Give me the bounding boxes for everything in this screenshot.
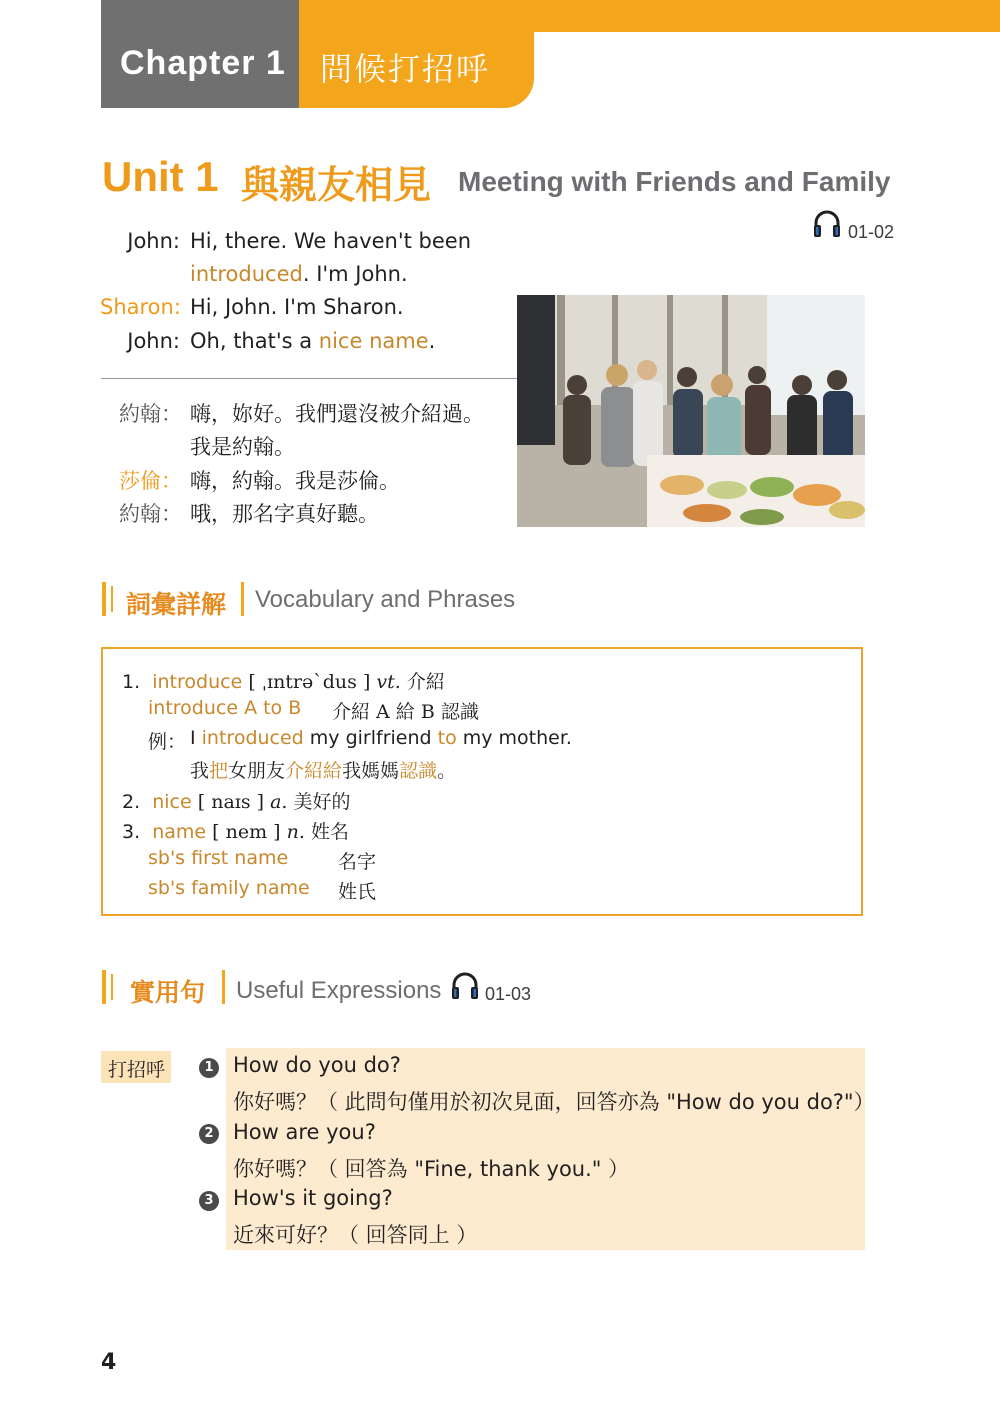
- vocab-entry: 3. name [ nem ] n. 姓名: [122, 821, 349, 843]
- vocab-phrase: introduce A to B: [148, 697, 302, 719]
- dialogue-line-zh: 嗨，約翰。我是莎倫。: [190, 469, 400, 493]
- example-label: 例：: [148, 731, 187, 753]
- expressions-section-title-en: Useful Expressions: [236, 977, 442, 1004]
- expressions-section-title-zh: 實用句: [130, 978, 206, 1007]
- example-sentence-zh: 我把女朋友介紹給我媽媽認識。: [190, 760, 457, 782]
- dialogue-line-zh: 哦，那名字真好聽。: [190, 502, 379, 526]
- unit-title-zh: 與親友相見: [241, 163, 432, 207]
- expression-en: How's it going?: [233, 1186, 393, 1210]
- chapter-label: Chapter 1: [120, 44, 286, 82]
- section-divider: [222, 970, 225, 1004]
- section-accent-bar: [111, 974, 113, 1000]
- number-badge: 1: [199, 1058, 219, 1078]
- expression-en: How do you do?: [233, 1053, 401, 1077]
- number-badge: 3: [199, 1191, 219, 1211]
- section-accent-bar: [102, 970, 106, 1004]
- vocab-phrase: sb's family name: [148, 877, 310, 899]
- example-sentence-en: I introduced my girlfriend to my mother.: [190, 727, 572, 749]
- section-accent-bar: [111, 586, 113, 612]
- speaker-name: John:: [127, 329, 180, 353]
- unit-label: Unit 1: [102, 153, 219, 200]
- dialogue-line: introduced. I'm John.: [190, 262, 408, 286]
- vocab-section-title-en: Vocabulary and Phrases: [255, 586, 516, 613]
- chapter-title: 問候打招呼: [320, 50, 491, 88]
- expression-zh: 你好嗎？（ 此問句僅用於初次見面，回答亦為 "How do you do?"）: [233, 1090, 875, 1114]
- expression-zh: 你好嗎？（ 回答為 "Fine, thank you." ）: [233, 1157, 630, 1181]
- headphones-icon[interactable]: [812, 209, 842, 239]
- headphones-icon[interactable]: [450, 971, 480, 1001]
- unit-title-en: Meeting with Friends and Family: [458, 166, 891, 197]
- vocab-entry: 1. introduce [ ˌɪntrəˋdus ] vt. 介紹: [122, 671, 445, 693]
- number-badge: 2: [199, 1124, 219, 1144]
- category-tag-label: 打招呼: [108, 1059, 166, 1081]
- expression-en: How are you?: [233, 1120, 376, 1144]
- dialogue-line: Hi, there. We haven't been: [190, 229, 472, 253]
- dialogue-line: Hi, John. I'm Sharon.: [190, 295, 404, 319]
- expression-zh: 近來可好？（ 回答同上 ）: [233, 1223, 478, 1247]
- vocab-phrase-meaning: 姓氏: [338, 881, 377, 903]
- vocab-entry: 2. nice [ naɪs ] a. 美好的: [122, 791, 351, 813]
- audio-track-number: 01-02: [848, 222, 895, 242]
- audio-track-number: 01-03: [485, 984, 532, 1004]
- speaker-name: Sharon:: [100, 295, 181, 319]
- divider: [101, 378, 517, 379]
- vocab-phrase-meaning: 名字: [338, 851, 377, 873]
- vocab-phrase-meaning: 介紹 A 給 B 認識: [332, 701, 479, 723]
- dialogue-line: Oh, that's a nice name.: [190, 329, 436, 353]
- party-photo: [517, 295, 865, 527]
- dialogue-line-zh: 我是約翰。: [190, 435, 295, 459]
- speaker-name: John:: [127, 229, 180, 253]
- dialogue-line-zh: 嗨，妳好。我們還沒被介紹過。: [190, 402, 484, 426]
- speaker-name-zh: 約翰：: [119, 402, 182, 426]
- speaker-name-zh: 約翰：: [119, 502, 182, 526]
- page-number: 4: [101, 1350, 117, 1375]
- section-accent-bar: [102, 582, 106, 616]
- section-divider: [241, 582, 244, 616]
- speaker-name-zh: 莎倫：: [119, 469, 182, 493]
- vocab-section-title-zh: 詞彙詳解: [126, 590, 227, 619]
- vocab-phrase: sb's first name: [148, 847, 289, 869]
